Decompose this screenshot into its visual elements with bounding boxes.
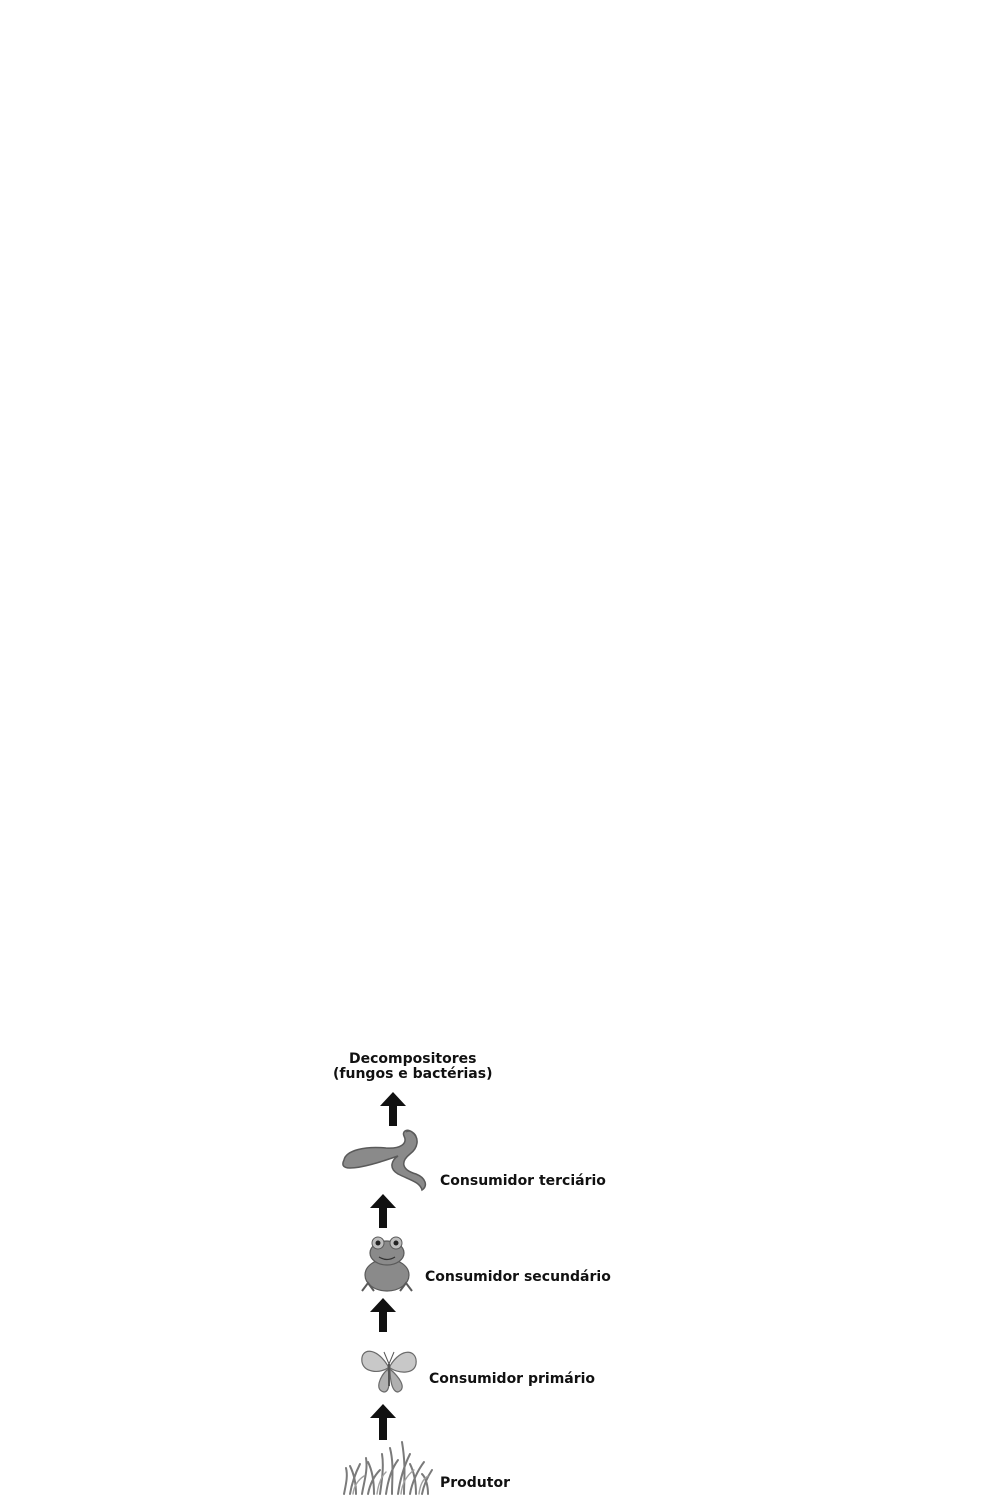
decomposers-subtitle: (fungos e bactérias): [333, 1066, 493, 1082]
arrow-up-icon: [370, 1298, 396, 1332]
level-3-label: Consumidor terciário: [440, 1173, 606, 1189]
snake-icon: [336, 1124, 432, 1192]
level-1-label: Consumidor primário: [429, 1371, 596, 1387]
decomposers-label: [333, 1052, 492, 1082]
level-2-label: Consumidor secundário: [425, 1269, 611, 1285]
arrow-up-icon: [370, 1194, 396, 1228]
grass-icon: [340, 1430, 436, 1496]
arrow-up-icon: [380, 1092, 406, 1126]
level-0-label: Produtor: [440, 1475, 510, 1491]
decomposers-title: Decompositores: [349, 1051, 477, 1067]
frog-icon: [356, 1231, 418, 1295]
butterfly-icon: [356, 1336, 422, 1398]
